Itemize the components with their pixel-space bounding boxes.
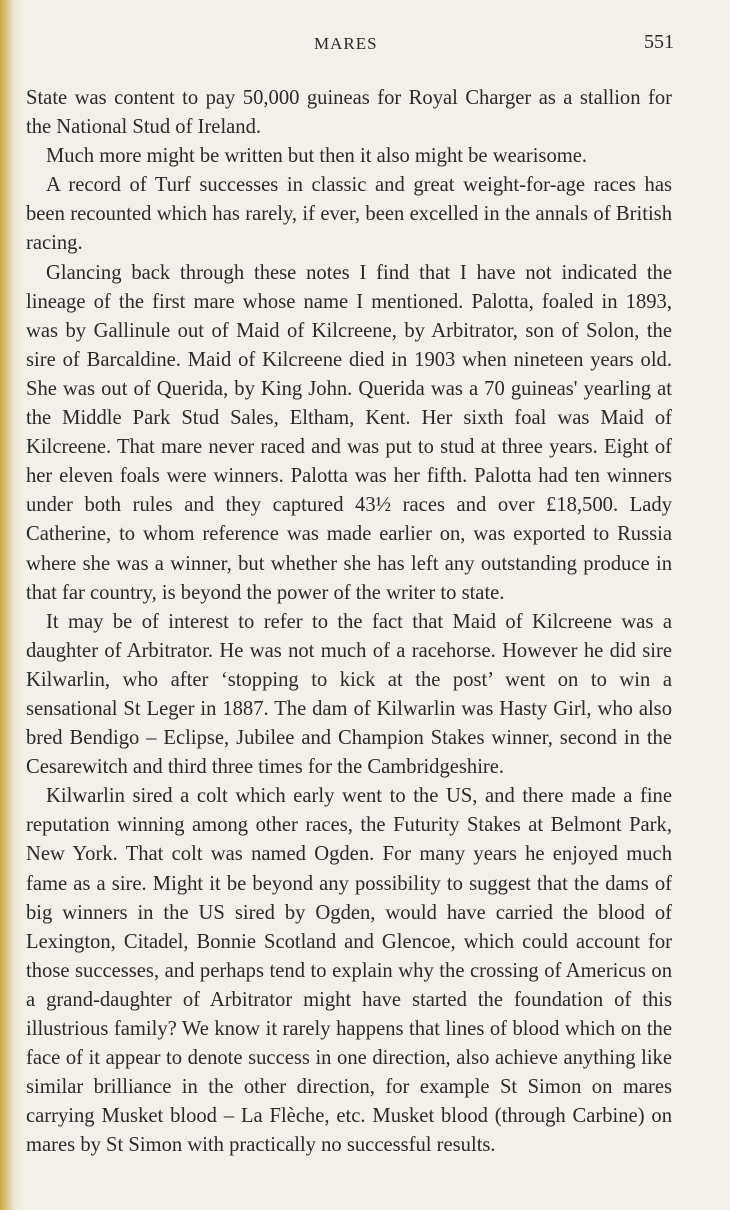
paragraph-6: Kilwarlin sired a colt which early went to the US, and there made a fine reputation winning among other races, the Futurity Stakes at Belmont Park, New York. That colt was named Ogden. For many years he enjoyed much fame as a sire. Might it be beyond any possibility to suggest that the dams of big winners in the US sired by Ogden, would have carried the blood of Lexington, Citadel, Bonnie Scotland and Glencoe, which could account for those successes, and perhaps tend to explain why the crossing of Americus on a grand-daughter of Arbitrator might have started the foundation of this illustrious family? We know it rarely happens that lines of blood which on the face of it appear to denote success in one direction, also achieve anything like similar brilliance in the other direction, for example St Simon on mares carrying Musket blood – La Flèche, etc. Musket blood (through Carbine) on mares by St Simon with practically no successful results. bbox=[26, 785, 672, 1157]
page-number: 551 bbox=[644, 31, 674, 53]
paragraph-4: Glancing back through these notes I find that I have not indicated the lineage of the first mare whose name I mentioned. Palotta, foaled in 1893, was by Gallinule out of Maid of Kilcreene, by Arbitrator, son of Solon, the sire of Barcaldine. Maid of Kilcreene died in 1903 when nineteen years old. She was out of Querida, by King John. Querida was a 70 guineas' yearling at the Middle Park Stud Sales, Eltham, Kent. Her sixth foal was Maid of Kilcreene. That mare never raced and was put to stud at three years. Eight of her eleven foals were winners. Palotta was her fifth. Palotta had ten winners under both rules and they captured 43½ races and over £18,500. Lady Catherine, to whom reference was made earlier on, was exported to Russia where she was a winner, but whether she has left any outstanding produce in that far country, is beyond the power of the writer to state. bbox=[26, 261, 672, 604]
chapter-title: MARES bbox=[314, 34, 378, 53]
paragraph-5: It may be of interest to refer to the fact that Maid of Kilcreene was a daughter of Arbitrator. He was not much of a racehorse. However he did sire Kilwarlin, who after ‘stopping to kick at the post’ went on to win a sensational St Leger in 1887. The dam of Kilwarlin was Hasty Girl, who also bred Bendigo – Eclipse, Jubilee and Champion Stakes winner, second in the Cesarewitch and third three times for the Cambridgeshire. bbox=[26, 610, 672, 779]
paragraph-3: A record of Turf successes in classic and great weight-for-age races has been recounted which has rarely, if ever, been excelled in the annals of British racing. bbox=[26, 174, 672, 255]
paragraph-1: State was content to pay 50,000 guineas for Royal Charger as a stallion for the National Stud of Ireland. bbox=[26, 87, 672, 139]
paragraph-2: Much more might be written but then it also might be wearisome. bbox=[46, 145, 588, 168]
body-text bbox=[26, 84, 672, 1160]
running-head bbox=[0, 31, 730, 58]
